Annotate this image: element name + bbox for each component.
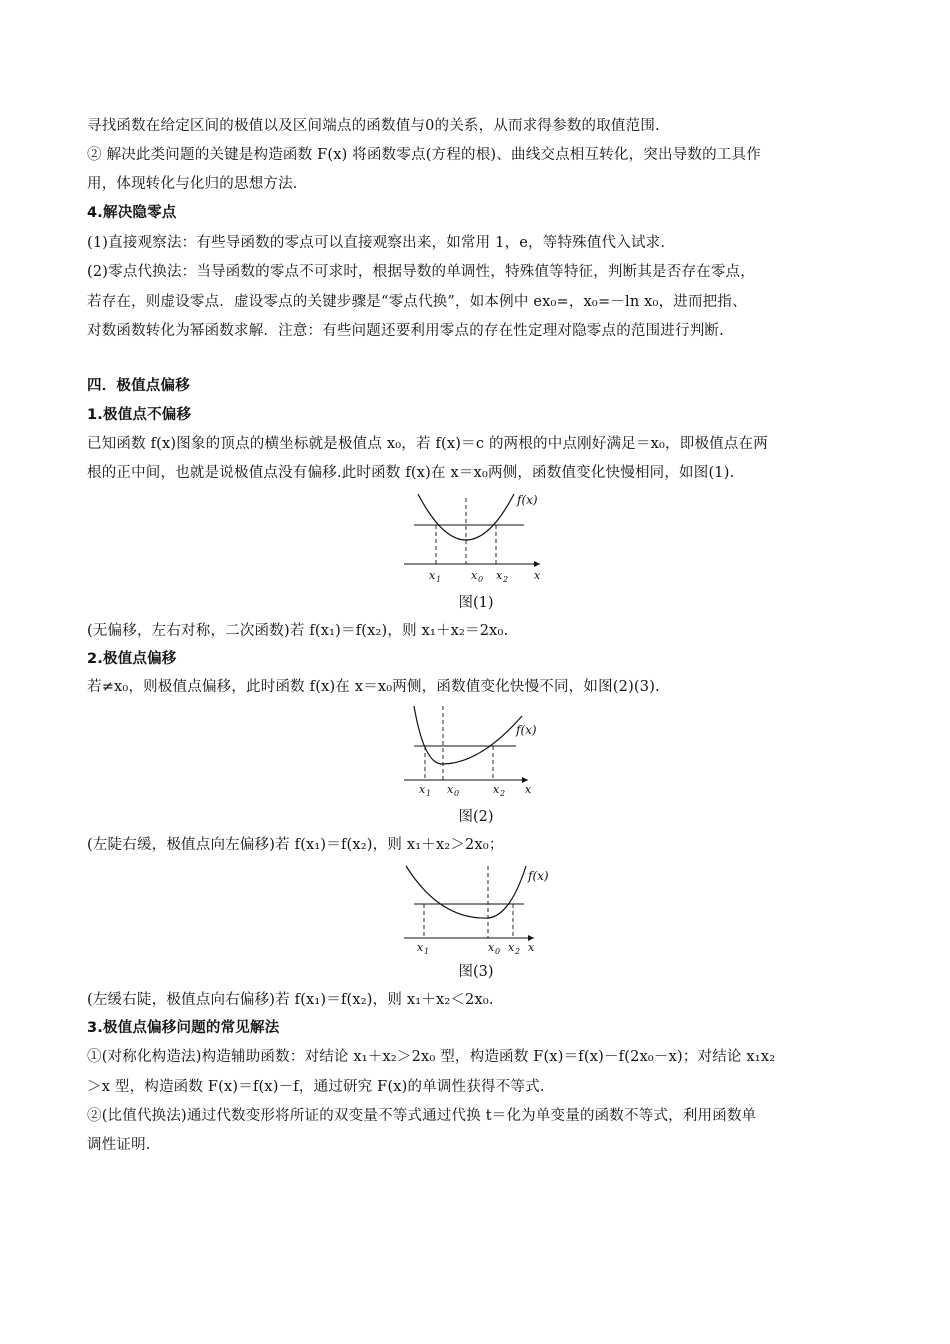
text-line: ② 解决此类问题的关键是构造函数 F(x) 将函数零点(方程的根)、曲线交点相互转化，突出导数的工具作 xyxy=(87,147,761,163)
x0-label: x xyxy=(447,783,454,796)
x-axis-label: x xyxy=(525,783,532,796)
x2-subscript: 2 xyxy=(500,789,506,798)
x2-label: x xyxy=(493,783,500,796)
text-line: 若存在，则虚设零点．虚设零点的关键步骤是“零点代换”，如本例中 ex₀=，x₀=－ln x₀，进而把指、 xyxy=(87,294,747,310)
text-line: (左缓右陡，极值点向右偏移)若 f(x₁)＝f(x₂)，则 x₁＋x₂＜2x₀. xyxy=(87,992,494,1008)
figure-caption: 图(1) xyxy=(458,595,494,611)
text-line: 若≠x₀，则极值点偏移，此时函数 f(x)在 x＝x₀两侧，函数值变化快慢不同，如图(2)(3). xyxy=(87,679,660,695)
section-heading: 3.极值点偏移问题的常见解法 xyxy=(87,1020,280,1036)
text-line: ①(对称化构造法)构造辅助函数：对结论 x₁＋x₂＞2x₀ 型，构造函数 F(x)＝f(x)－f(2x₀－x)；对结论 x₁x₂ xyxy=(87,1049,776,1065)
chapter-heading: 四．极值点偏移 xyxy=(87,378,190,394)
x1-label: x xyxy=(419,783,426,796)
x1-label: x xyxy=(429,569,436,582)
figure-3-graph xyxy=(400,860,560,956)
text-line: 调性证明. xyxy=(87,1137,151,1153)
x2-label: x xyxy=(508,941,515,954)
text-line: (无偏移，左右对称，二次函数)若 f(x₁)＝f(x₂)，则 x₁＋x₂＝2x₀. xyxy=(87,623,509,639)
text-line: 寻找函数在给定区间的极值以及区间端点的函数值与0的关系，从而求得参数的取值范围. xyxy=(87,118,660,134)
x2-subscript: 2 xyxy=(503,575,509,584)
x0-subscript: 0 xyxy=(454,789,460,798)
x-axis-label: x xyxy=(528,941,535,954)
figure-1-graph xyxy=(400,490,550,585)
x0-subscript: 0 xyxy=(478,575,484,584)
section-heading: 4.解决隐零点 xyxy=(87,205,177,221)
text-line: (1)直接观察法：有些导函数的零点可以直接观察出来，如常用 1，e，等特殊值代入试求. xyxy=(87,235,666,251)
x1-label: x xyxy=(417,941,424,954)
text-line: 对数函数转化为幂函数求解．注意：有些问题还要利用零点的存在性定理对隐零点的范围进行判断. xyxy=(87,323,724,339)
text-line: ②(比值代换法)通过代数变形将所证的双变量不等式通过代换 t＝化为单变量的函数不等式，利用函数单 xyxy=(87,1108,757,1124)
figure-2-graph xyxy=(400,702,550,798)
x0-subscript: 0 xyxy=(495,947,501,956)
text-line: 用，体现转化与化归的思想方法. xyxy=(87,176,298,192)
section-heading: 1.极值点不偏移 xyxy=(87,407,192,423)
fx-label: f(x) xyxy=(517,493,538,507)
fx-label: f(x) xyxy=(528,869,549,883)
x2-label: x xyxy=(496,569,503,582)
text-line: 已知函数 f(x)图象的顶点的横坐标就是极值点 x₀，若 f(x)＝c 的两根的中点刚好满足＝x₀，即极值点在两 xyxy=(87,436,768,452)
text-line: ＞x 型，构造函数 F(x)＝f(x)－f，通过研究 F(x)的单调性获得不等式. xyxy=(87,1079,545,1095)
x1-subscript: 1 xyxy=(426,789,432,798)
x0-label: x xyxy=(471,569,478,582)
text-line: 根的正中间，也就是说极值点没有偏移.此时函数 f(x)在 x＝x₀两侧，函数值变化快慢相同，如图(1). xyxy=(87,465,735,481)
x1-subscript: 1 xyxy=(436,575,442,584)
x1-subscript: 1 xyxy=(424,947,430,956)
x-axis-label: x xyxy=(534,569,541,582)
figure-caption: 图(3) xyxy=(458,964,494,980)
x0-label: x xyxy=(488,941,495,954)
figure-caption: 图(2) xyxy=(458,809,494,825)
text-line: (左陡右缓，极值点向左偏移)若 f(x₁)＝f(x₂)，则 x₁＋x₂＞2x₀； xyxy=(87,837,504,853)
section-heading: 2.极值点偏移 xyxy=(87,651,177,667)
x2-subscript: 2 xyxy=(515,947,521,956)
text-line: (2)零点代换法：当导函数的零点不可求时，根据导数的单调性，特殊值等特征，判断其是否存在零点， xyxy=(87,264,755,280)
fx-label: f(x) xyxy=(516,723,537,737)
